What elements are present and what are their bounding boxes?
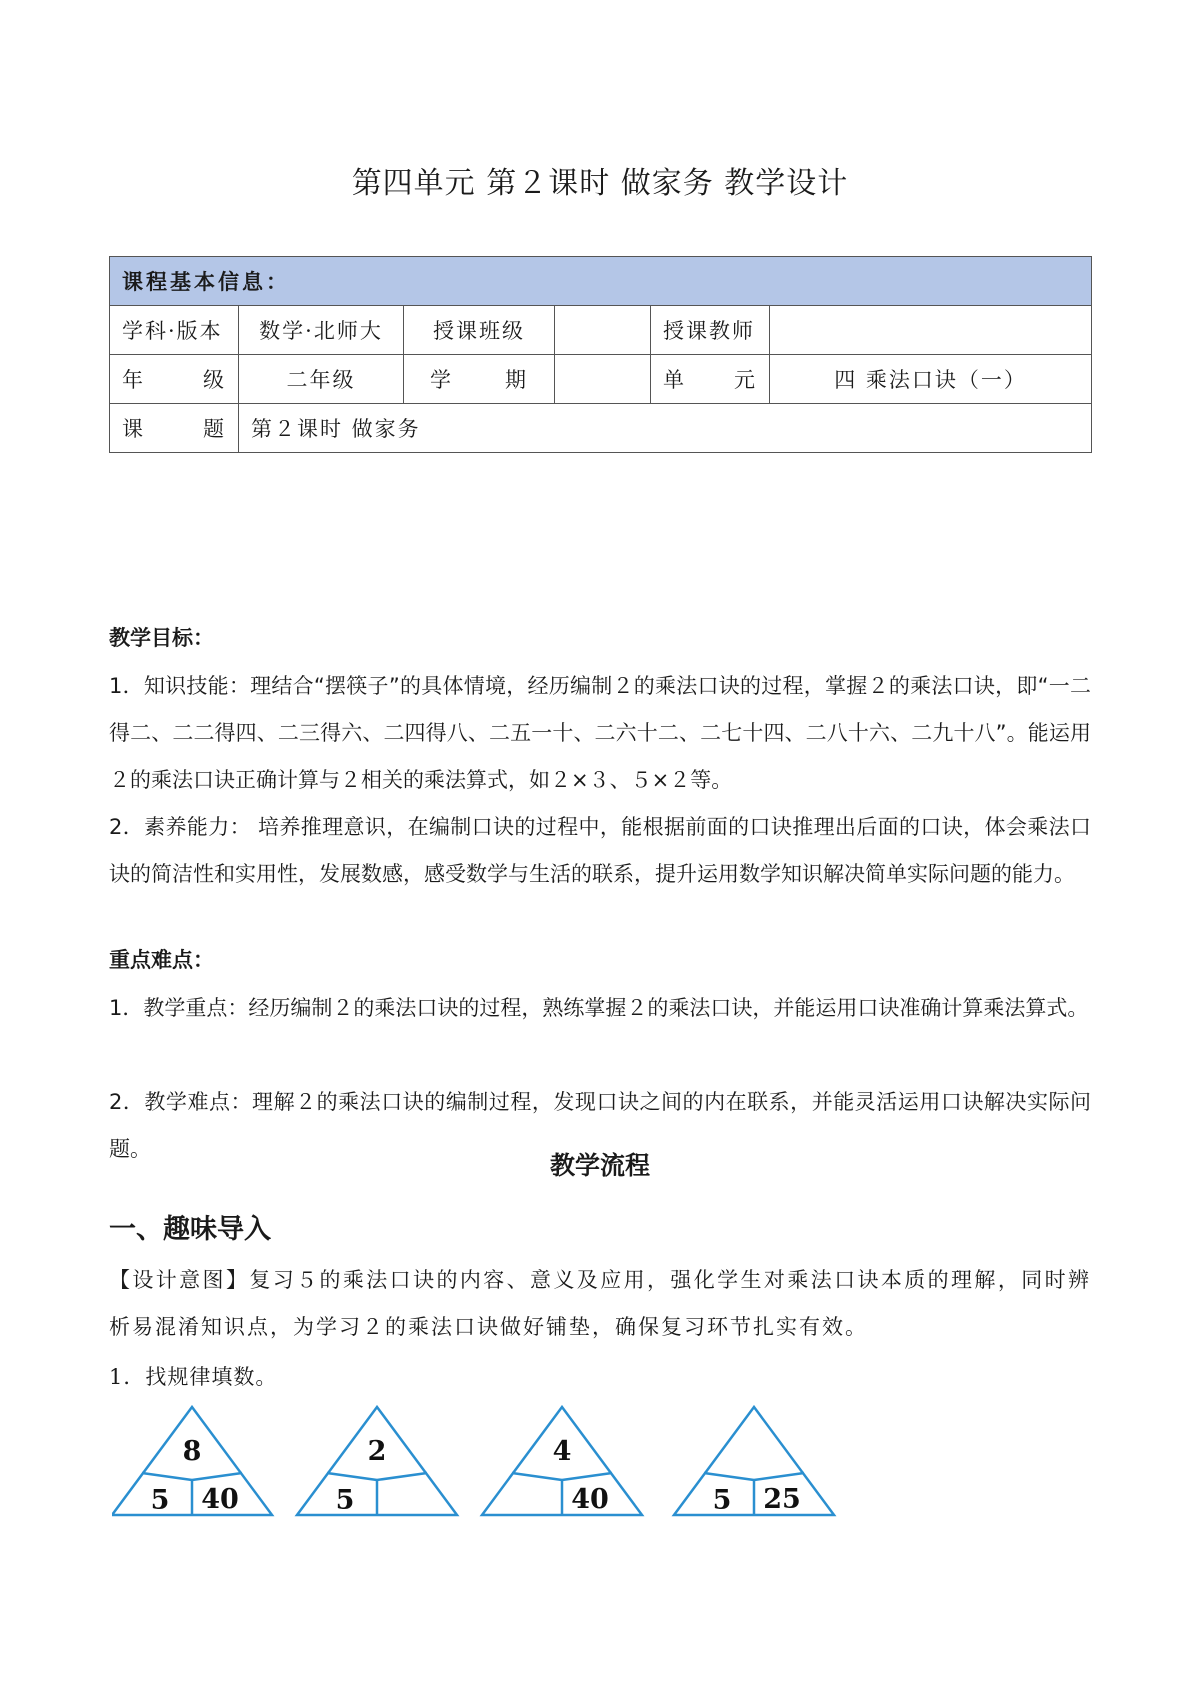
label-char: 单 <box>663 368 686 392</box>
triangle-puzzles <box>112 1405 842 1520</box>
triangle-right-number: 25 <box>763 1484 801 1515</box>
triangle-divider <box>192 1473 242 1480</box>
grade-value: 二年级 <box>239 355 404 404</box>
design-intent: 【设计意图】复习５的乘法口诀的内容、意义及应用，强化学生对乘法口诀本质的理解，同时辨析易混淆知识点，为学习２的乘法口诀做好铺垫，确保复习环节扎实有效。 <box>109 1268 1091 1339</box>
teacher-value <box>770 306 1092 355</box>
term-value <box>555 355 651 404</box>
triangle-top-number: 8 <box>182 1436 202 1467</box>
triangle-puzzle <box>482 1407 642 1515</box>
label-char: 元 <box>734 368 757 392</box>
key-point-1: 1．教学重点：经历编制２的乘法口诀的过程，熟练掌握２的乘法口诀，并能运用口诀准确计算乘法算式。 <box>109 996 1089 1020</box>
label-char: 级 <box>203 368 226 392</box>
triangle-top-number: 2 <box>367 1436 387 1467</box>
objectives-heading: 教学目标： <box>109 626 214 650</box>
class-value <box>555 306 651 355</box>
table-row <box>110 306 1092 355</box>
triangle-divider <box>377 1473 427 1480</box>
label-char: 期 <box>505 368 528 392</box>
topic-label <box>110 404 239 453</box>
triangle-puzzle <box>112 1407 272 1516</box>
course-info-table <box>109 256 1092 453</box>
label-char: 学 <box>430 368 453 392</box>
objective-2: 2．素养能力： 培养推理意识，在编制口诀的过程中，能根据前面的口诀推理出后面的口诀，体会乘法口诀的简洁性和实用性，发展数感，感受数学与生活的联系，提升运用数学知识解决简单实际问题的能力。 <box>109 815 1091 886</box>
triangle-divider <box>704 1473 754 1480</box>
triangle-divider <box>754 1473 804 1480</box>
term-label-chars <box>430 364 528 394</box>
triangle-puzzle <box>674 1407 834 1516</box>
table-row <box>110 355 1092 404</box>
triangle-puzzle <box>297 1407 457 1516</box>
triangle-top-number: 4 <box>552 1436 572 1467</box>
unit-label-chars <box>663 364 757 394</box>
class-label: 授课班级 <box>404 306 555 355</box>
triangle-left-number: 5 <box>150 1485 170 1516</box>
difficulty-1: 2．教学难点：理解２的乘法口诀的编制过程，发现口诀之间的内在联系，并能灵活运用口诀解决实际问题。 <box>109 1090 1091 1161</box>
subject-label: 学科·版本 <box>110 306 239 355</box>
triangle-puzzles-graphic <box>112 1405 842 1520</box>
term-label <box>404 355 555 404</box>
table-row <box>110 404 1092 453</box>
key-points-heading: 重点难点： <box>109 948 214 972</box>
triangle-left-number: 5 <box>335 1485 355 1516</box>
triangle-divider <box>512 1473 562 1480</box>
triangle-right-number: 40 <box>201 1484 239 1515</box>
label-char: 题 <box>203 417 226 441</box>
grade-label <box>110 355 239 404</box>
unit-label <box>651 355 770 404</box>
triangle-right-number: 40 <box>571 1484 609 1515</box>
triangle-left-number: 5 <box>712 1485 732 1516</box>
section-title: 一、趣味导入 <box>109 1214 271 1245</box>
table-header: 课程基本信息： <box>110 257 1092 306</box>
triangle-divider <box>562 1473 612 1480</box>
subject-value: 数学·北师大 <box>239 306 404 355</box>
topic-value: 第２课时 做家务 <box>239 404 1092 453</box>
teacher-label: 授课教师 <box>651 306 770 355</box>
label-char: 年 <box>122 368 145 392</box>
label-char: 课 <box>122 417 145 441</box>
task-label: 1．找规律填数。 <box>109 1365 278 1389</box>
teaching-flow-title: 教学流程 <box>549 1151 650 1180</box>
grade-label-chars <box>122 364 226 394</box>
triangle-divider <box>327 1473 377 1480</box>
unit-value: 四 乘法口诀（一） <box>770 355 1092 404</box>
triangle-divider <box>142 1473 192 1480</box>
objective-1: 1．知识技能：理结合“摆筷子”的具体情境，经历编制２的乘法口诀的过程，掌握２的乘法口诀，即“一二得二、二二得四、二三得六、二四得八、二五一十、二六十二、二七十四、二八十六、二九十八”。能运用２的乘法口诀正确计算与２相关的乘法算式，如２×３、５×２等。 <box>109 674 1091 792</box>
topic-label-chars <box>122 413 226 443</box>
page-title: 第四单元 第２课时 做家务 教学设计 <box>351 166 849 201</box>
